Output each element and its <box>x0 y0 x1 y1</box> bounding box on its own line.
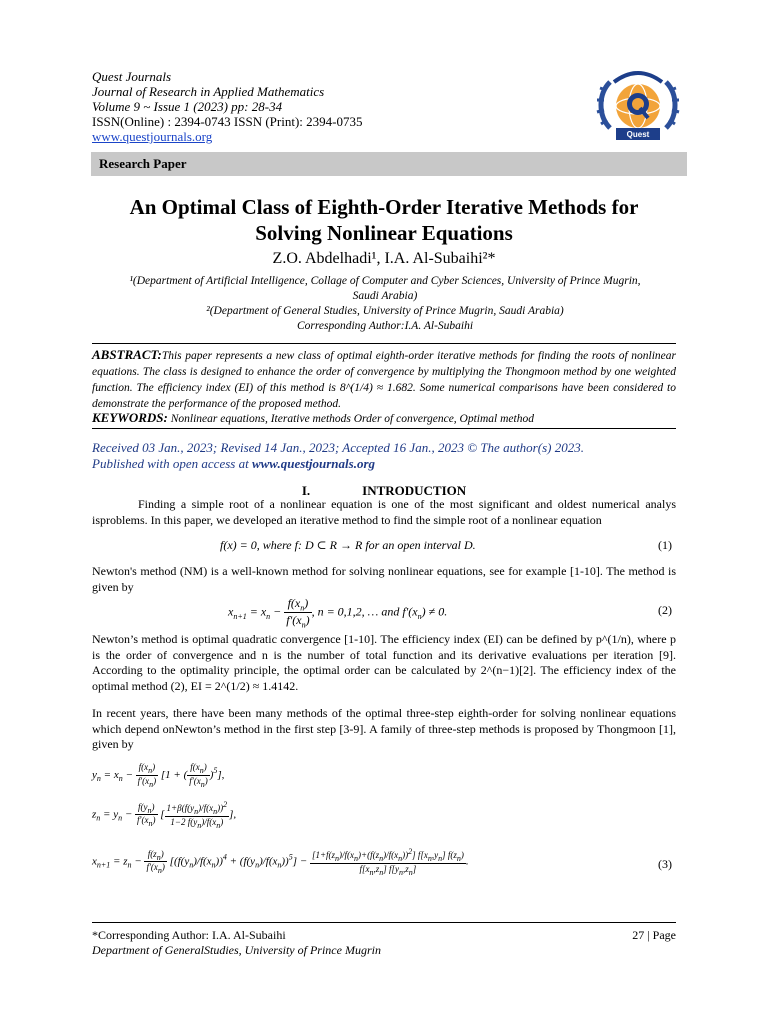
title-line-1: An Optimal Class of Eighth-Order Iterative Methods for <box>129 195 639 219</box>
journal-full-name: Journal of Research in Applied Mathematics <box>92 84 325 99</box>
authors: Z.O. Abdelhadi¹, I.A. Al-Subaihi²* <box>272 250 496 267</box>
keywords-label: KEYWORDS: <box>92 410 168 425</box>
divider-top <box>92 343 676 344</box>
paper-title <box>84 194 684 246</box>
received-line: Received 03 Jan., 2023; Revised 14 Jan., 2023; Accepted 16 Jan., 2023 © The author(s) 2023. <box>92 440 584 455</box>
quest-journals-logo <box>592 66 684 146</box>
section-title: INTRODUCTION <box>362 483 467 498</box>
journal-url-link[interactable]: www.questjournals.org <box>92 129 213 144</box>
divider-bottom <box>92 428 676 429</box>
paragraph-1: Finding a simple root of a nonlinear equation is one of the most significant and oldest numerical analys isproblems. In this paper, we developed an iterative method to find the simple root of a nonlinear equation <box>92 497 676 527</box>
svg-text:Quest: Quest <box>626 130 650 139</box>
paragraph-2: Newton's method (NM) is a well-known method for solving nonlinear equations, see for example [1-10]. The method is given by <box>92 564 676 594</box>
affiliation-1-line-2: Saudi Arabia) <box>352 290 418 302</box>
journal-info <box>92 69 362 144</box>
equation-3-x: $x_{n+1} = z_n$ − $\frac{f(z_n)}{f'(x_n)}$ $[(f(y_n)/f(x_n))^4 + (f(y_n)/f(x_n))^5]$ − $\frac{[1+f(z_n)/f(x_n)+(f(z_n)/f(x_n))^2] f[x_n,y_n] f(z_n)}{f[x_n,z_n] f[y_n,z_n]}$ . <box>92 847 469 877</box>
equation-1: f(x) = 0, where f: D ⊂ R → R for an open interval D. <box>220 538 476 552</box>
journal-issn: ISSN(Online) : 2394-0743 ISSN (Print): 2394-0735 <box>92 114 363 129</box>
journal-volume: Volume 9 ~ Issue 1 (2023) pp: 28-34 <box>92 99 283 114</box>
corresponding-author: Corresponding Author:I.A. Al-Subaihi <box>296 320 474 332</box>
paragraph-3: Newton’s method is optimal quadratic convergence [1-10]. The efficiency index (EI) can be defined by p^(1/n), where p is the order of convergence and n is the number of total function and its derivative evaluations per iteration [9]. According to the optimality principle, the optimal order can be calculated by 2^(n−1)[2]. The efficiency index of the optimal method (2), EI = 2^(1/2) ≈ 1.4142. <box>92 632 676 693</box>
equation-2-number: (2) <box>658 603 672 617</box>
affiliations <box>90 274 680 334</box>
section-number: I. <box>301 483 311 498</box>
page-number: 27 | Page <box>632 928 676 942</box>
abstract-label: ABSTRACT: <box>92 347 162 362</box>
footer-corresponding: *Corresponding Author: I.A. Al-Subaihi <box>92 928 286 942</box>
footer-left <box>92 928 381 958</box>
journal-name: Quest Journals <box>92 69 172 84</box>
keywords-text: Nonlinear equations, Iterative methods Order of convergence, Optimal method <box>170 413 534 425</box>
footer-divider <box>92 922 676 923</box>
equation-1-number: (1) <box>658 538 672 552</box>
abstract <box>92 347 676 412</box>
footer-department: Department of GeneralStudies, University of Prince Mugrin <box>92 943 381 957</box>
equation-2: $x_{n+1} = x_n$ − $\frac{f(x_n)}{f'(x_n)}$ , n = 0,1,2, … and $f'(x_n) \ne 0$. <box>228 596 448 630</box>
affiliation-1-line-1: ¹(Department of Artificial Intelligence, Collage of Computer and Cyber Sciences, University of Prince Mugrin, <box>129 275 641 287</box>
affiliation-2: ²(Department of General Studies, University of Prince Mugrin, Saudi Arabia) <box>206 305 564 317</box>
published-link[interactable]: www.questjournals.org <box>251 456 376 471</box>
title-line-2: Solving Nonlinear Equations <box>255 221 513 245</box>
research-paper-bar <box>91 152 687 176</box>
published-prefix: Published with open access at <box>92 456 252 471</box>
abstract-text: This paper represents a new class of optimal eighth-order iterative methods for finding the roots of nonlinear equations. The class is designed to enhance the order of convergence by multiplying the Thongmoon method by one weighted function. The efficiency index (EI) of this method is 8^(1/4) ≈ 1.682. Some numerical comparisons have been considered to demonstrate the performance of the proposed method. <box>92 350 676 410</box>
equation-3-y: $y_n = x_n$ − $\frac{f(x_n)}{f'(x_n)}$ [1 + ( $\frac{f(x_n)}{f'(x_n)}$ )$^5$], <box>92 762 225 789</box>
equation-3-number: (3) <box>658 857 672 871</box>
equation-3-z: $z_n = y_n$ − $\frac{f(y_n)}{f'(x_n)}$ [ $\frac{1+\beta(f(y_n)/f(x_n))^2}{1-2 f(y_n)/f(x_n)}$ ], <box>92 800 237 830</box>
keywords <box>92 410 676 426</box>
research-paper-label: Research Paper <box>99 156 187 171</box>
received-dates <box>92 440 676 472</box>
paragraph-4: In recent years, there have been many methods of the optimal three-step eighth-order for solving nonlinear equations which depend onNewton’s method in the first step [3-9]. A family of three-step methods is proposed by Thongmoon [1], given by <box>92 706 676 751</box>
